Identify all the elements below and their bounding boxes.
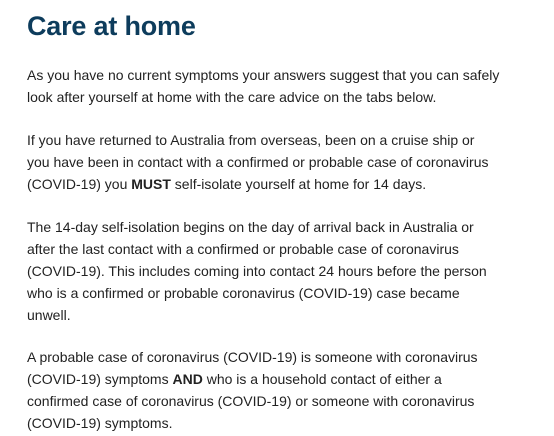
paragraph-text: who is a household contact of either a bbox=[202, 371, 442, 387]
no-symptoms-paragraph bbox=[27, 64, 499, 108]
paragraph-text: self-isolate yourself at home for 14 days. bbox=[170, 176, 427, 192]
must-emphasis: MUST bbox=[131, 176, 171, 192]
paragraph-line: look after yourself at home with the care advice on the tabs below. bbox=[27, 89, 437, 105]
paragraph-line: (COVID-19) symptoms. bbox=[27, 415, 173, 431]
and-emphasis: AND bbox=[172, 371, 203, 387]
page-title: Care at home bbox=[27, 11, 196, 41]
self-isolation-requirement-paragraph bbox=[27, 129, 489, 195]
paragraph-line: who is a confirmed or probable coronavirus (COVID-19) case became bbox=[27, 285, 460, 301]
paragraph-line: If you have returned to Australia from overseas, been on a cruise ship or bbox=[27, 132, 475, 148]
paragraph-line: after the last contact with a confirmed or probable case of coronavirus bbox=[27, 241, 459, 257]
paragraph-line: As you have no current symptoms your answers suggest that you can safely bbox=[27, 67, 500, 83]
paragraph-line: confirmed case of coronavirus (COVID-19) or someone with coronavirus bbox=[27, 393, 475, 409]
paragraph-line: A probable case of coronavirus (COVID-19) is someone with coronavirus bbox=[27, 349, 478, 365]
probable-case-definition-paragraph bbox=[27, 346, 478, 434]
paragraph-line: unwell. bbox=[27, 307, 71, 323]
paragraph-text: (COVID-19) symptoms bbox=[27, 371, 173, 387]
isolation-period-paragraph bbox=[27, 216, 487, 326]
paragraph-line bbox=[27, 368, 478, 390]
paragraph-text: (COVID-19) you bbox=[27, 176, 132, 192]
paragraph-line: (COVID-19). This includes coming into contact 24 hours before the person bbox=[27, 263, 487, 279]
paragraph-line: you have been in contact with a confirmed or probable case of coronavirus bbox=[27, 154, 489, 170]
paragraph-line: The 14-day self-isolation begins on the day of arrival back in Australia or bbox=[27, 219, 474, 235]
paragraph-line bbox=[27, 173, 489, 195]
